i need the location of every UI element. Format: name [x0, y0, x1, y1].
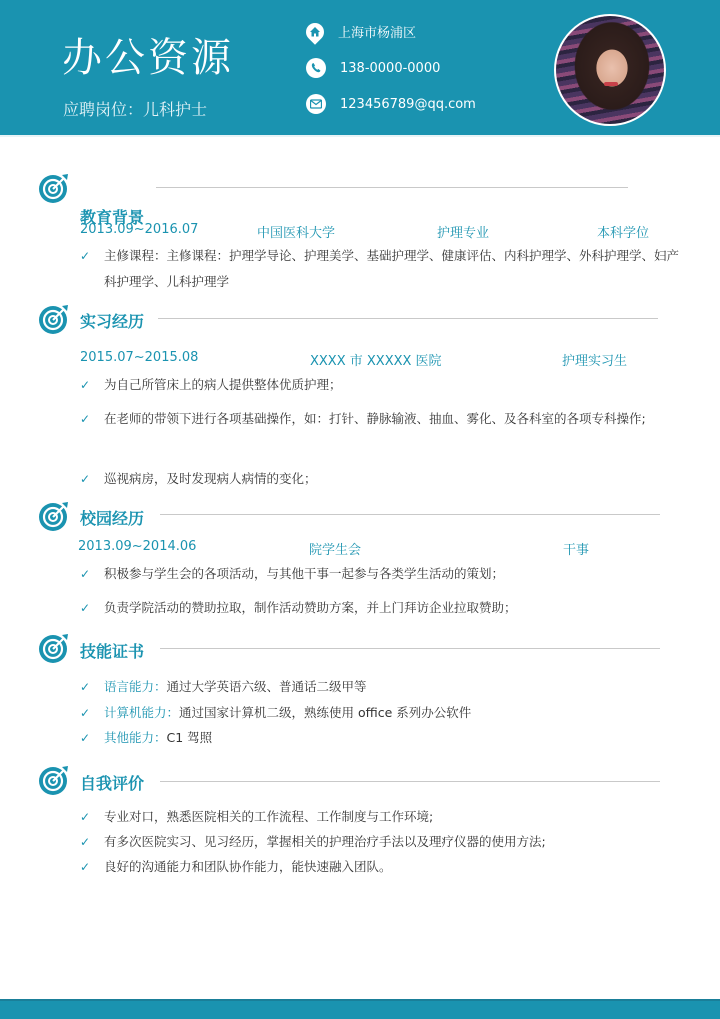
section-divider	[160, 648, 660, 649]
section-title-education: 教育背景	[80, 208, 145, 227]
location-home-icon	[302, 19, 327, 44]
profile-photo	[554, 14, 666, 126]
photo-detail	[604, 82, 618, 86]
education-major: 护理专业	[437, 226, 490, 241]
check-icon: ✓	[80, 567, 91, 581]
target-icon	[38, 500, 70, 532]
target-icon	[38, 632, 70, 664]
campus-period: 2013.09~2014.06	[78, 539, 197, 554]
target-icon	[38, 303, 70, 335]
target-icon	[38, 764, 70, 796]
education-period: 2013.09~2016.07	[80, 222, 199, 237]
check-icon: ✓	[80, 249, 91, 263]
list-item: ✓ 在老师的带领下进行各项基础操作，如：打针、静脉输液、抽血、雾化、及各科室的各项专科操作;	[80, 406, 690, 432]
section-divider	[156, 187, 628, 188]
campus-org: 院学生会	[309, 543, 362, 558]
mail-icon	[306, 94, 326, 114]
check-icon: ✓	[80, 810, 91, 824]
check-icon: ✓	[80, 601, 91, 615]
internship-role: 护理实习生	[562, 354, 628, 369]
section-divider	[160, 781, 660, 782]
list-item: ✓ 有多次医院实习、见习经历，掌握相关的护理治疗手法以及理疗仪器的使用方法;	[80, 829, 688, 855]
internship-period: 2015.07~2015.08	[80, 350, 199, 365]
check-icon: ✓	[80, 412, 91, 426]
education-degree: 本科学位	[597, 226, 650, 241]
list-item: ✓ 计算机能力：通过国家计算机二级，熟练使用 office 系列办公软件	[80, 700, 688, 726]
section-title-self-evaluation: 自我评价	[80, 774, 145, 793]
list-item: ✓ 巡视病房，及时发现病人病情的变化；	[80, 466, 688, 492]
campus-role: 干事	[563, 543, 590, 558]
contact-phone	[306, 58, 440, 78]
internship-org: XXXX 市 XXXXX 医院	[310, 354, 442, 369]
section-title-campus: 校园经历	[80, 509, 145, 528]
position-value: 儿科护士	[143, 100, 208, 119]
address-text: 上海市杨浦区	[338, 26, 417, 41]
list-item: ✓ 其他能力：C1 驾照	[80, 725, 688, 751]
phone-text: 138-0000-0000	[340, 60, 441, 76]
section-divider	[160, 514, 660, 515]
check-icon: ✓	[80, 706, 91, 720]
contact-email	[306, 94, 476, 114]
section-title-skills: 技能证书	[80, 642, 145, 661]
list-item: ✓ 为自己所管床上的病人提供整体优质护理；	[80, 372, 688, 398]
list-item: ✓ 良好的沟通能力和团队协作能力，能快速融入团队。	[80, 854, 688, 880]
resume-header	[0, 0, 720, 137]
list-item: ✓ 语言能力：通过大学英语六级、普通话二级甲等	[80, 674, 688, 700]
check-icon: ✓	[80, 472, 91, 486]
phone-icon	[306, 58, 326, 78]
check-icon: ✓	[80, 835, 91, 849]
target-icon	[38, 172, 70, 204]
check-icon: ✓	[80, 860, 91, 874]
applied-position	[63, 97, 207, 120]
position-label: 应聘岗位：	[63, 100, 144, 119]
footer-bar	[0, 999, 720, 1019]
check-icon: ✓	[80, 680, 91, 694]
list-item: ✓ 专业对口，熟悉医院相关的工作流程、工作制度与工作环境;	[80, 804, 688, 830]
section-title-internship: 实习经历	[80, 312, 145, 331]
candidate-name: 办公资源	[62, 35, 234, 81]
education-school: 中国医科大学	[257, 226, 336, 241]
list-item: ✓ 主修课程：主修课程：护理学导论、护理美学、基础护理学、健康评估、内科护理学、外科护理学、妇产科护理学、儿科护理学	[80, 243, 690, 295]
check-icon: ✓	[80, 731, 91, 745]
list-item: ✓ 积极参与学生会的各项活动，与其他干事一起参与各类学生活动的策划；	[80, 561, 688, 587]
contact-address	[306, 22, 416, 41]
email-text: 123456789@qq.com	[340, 96, 476, 112]
section-divider	[158, 318, 658, 319]
check-icon: ✓	[80, 378, 91, 392]
list-item: ✓ 负责学院活动的赞助拉取，制作活动赞助方案，并上门拜访企业拉取赞助；	[80, 595, 688, 621]
